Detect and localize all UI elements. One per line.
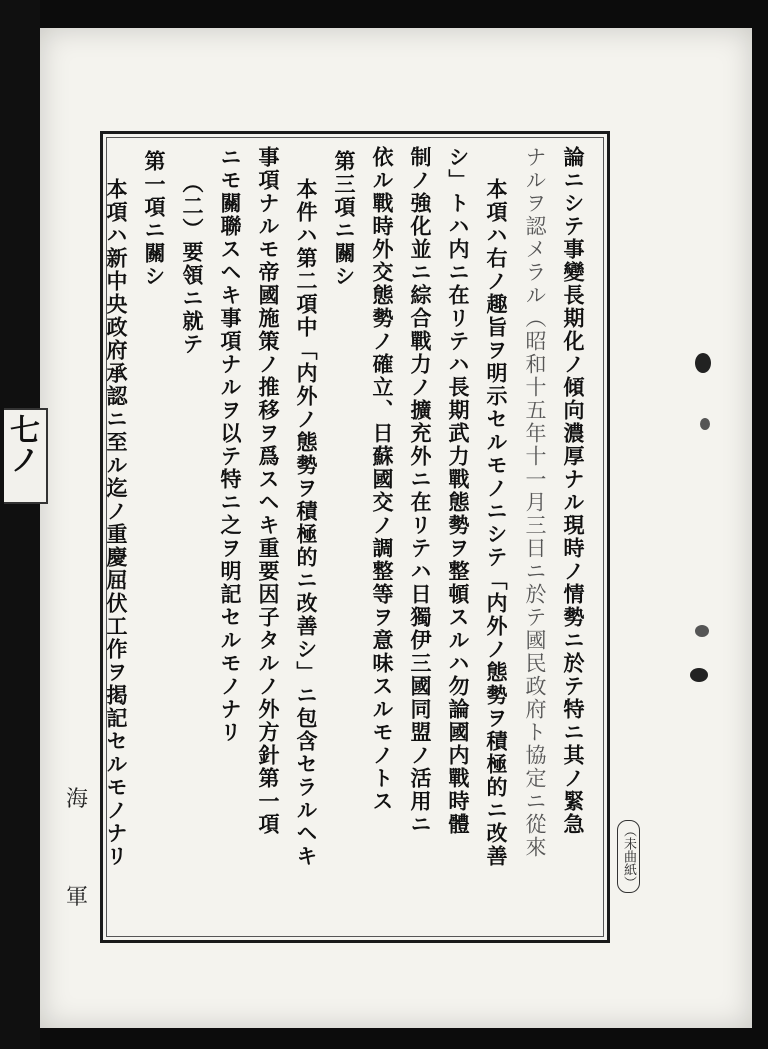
section-heading-item-1: 第一項ニ關シ bbox=[142, 150, 167, 288]
footer-char-2: 軍 bbox=[66, 885, 89, 910]
margin-note: （未曲紙） bbox=[617, 820, 640, 893]
text-column-4: シ」トハ内ニ在リテハ長期武力戰態勢ヲ整頓スルハ勿論國内戰時體 bbox=[446, 146, 471, 836]
footer-char-1: 海 bbox=[66, 787, 89, 812]
section-heading-3: 第三項ニ關シ bbox=[332, 150, 357, 288]
text-column-2: ナルヲ認メラル（昭和十五年十一月三日ニ於テ國民政府ト協定ニ從來 bbox=[523, 146, 547, 859]
text-column-1: 論ニシテ事變長期化ノ傾向濃厚ナル現時ノ情勢ニ於テ特ニ其ノ緊急 bbox=[561, 146, 586, 836]
text-column-6: 依ル戰時外交態勢ノ確立、日蘇國交ノ調整等ヲ意味スルモノトス bbox=[370, 146, 395, 813]
punch-hole-top bbox=[695, 353, 711, 373]
text-column-9: 事項ナルモ帝國施策ノ推移ヲ爲スヘキ重要因子タルノ外方針第一項 bbox=[256, 146, 281, 836]
punch-hole-bottom bbox=[690, 668, 708, 682]
text-column-10: ニモ關聯スヘキ事項ナルヲ以テ特ニ之ヲ明記セルモノナリ bbox=[218, 146, 243, 744]
punch-hole-mark-2 bbox=[695, 625, 709, 637]
scan-left-shadow bbox=[0, 0, 40, 1049]
text-column-13: 本項ハ新中央政府承認ニ至ル迄ノ重慶屈伏工作ヲ掲記セルモノナリ bbox=[104, 178, 129, 868]
page-tab-label: 七ノ bbox=[4, 414, 39, 474]
punch-hole-mark bbox=[700, 418, 710, 430]
text-column-3: 本項ハ右ノ趣旨ヲ明示セルモノニシテ「内外ノ態勢ヲ積極的ニ改善 bbox=[484, 178, 509, 868]
text-column-8: 本件ハ第二項中「内外ノ態勢ヲ積極的ニ改善シ」ニ包含セラルヘキ bbox=[294, 178, 319, 868]
section-heading-2: （二）要領ニ就テ bbox=[180, 172, 205, 356]
text-column-5: 制ノ強化並ニ綜合戰力ノ擴充外ニ在リテハ日獨伊三國同盟ノ活用ニ bbox=[408, 146, 433, 836]
